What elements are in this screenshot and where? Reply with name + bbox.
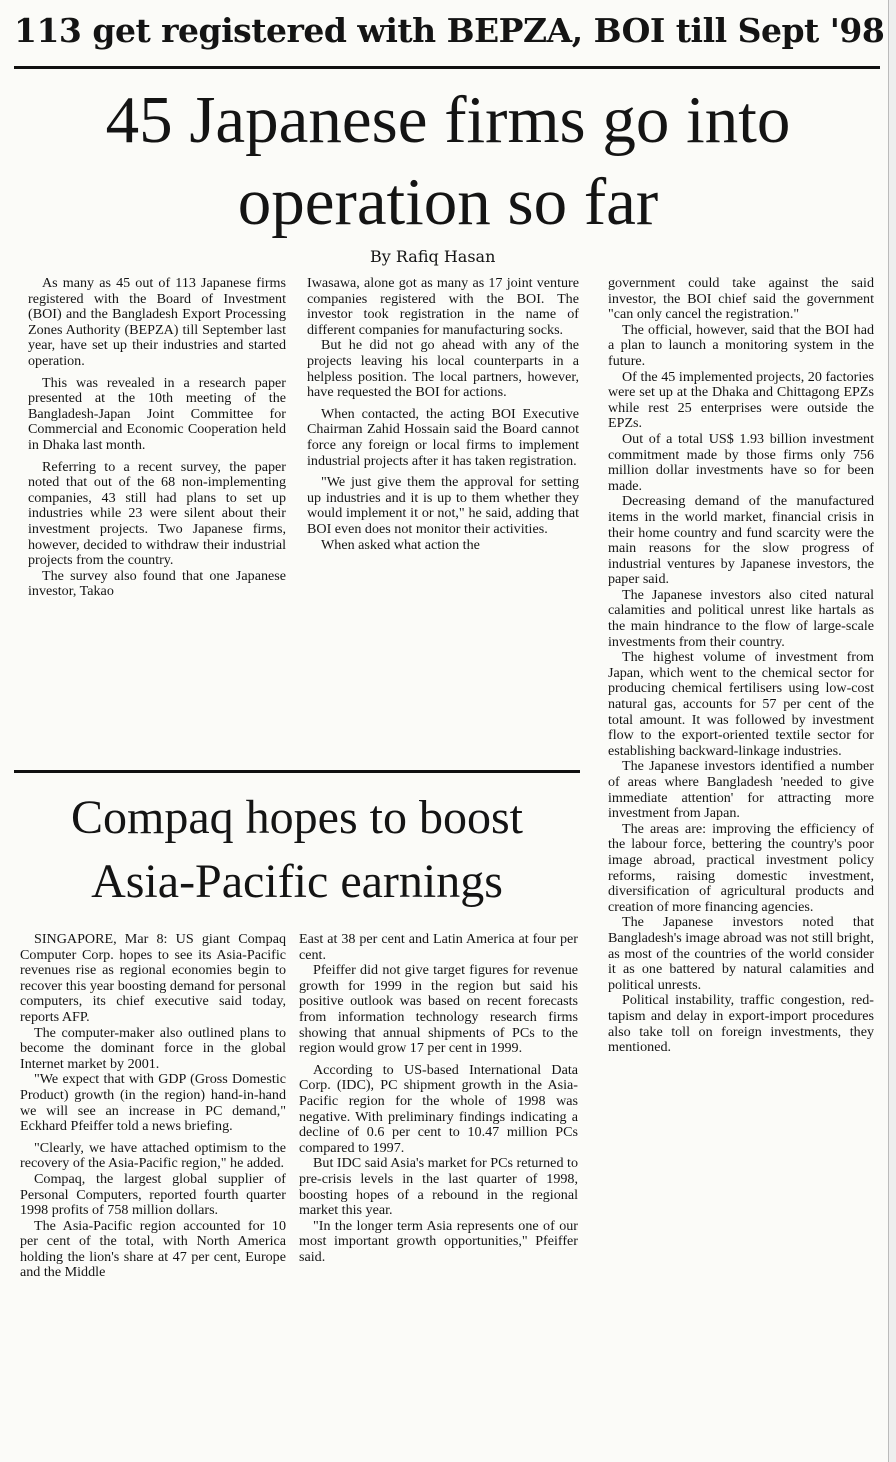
headline-line-1: 45 Japanese firms go into — [105, 83, 791, 157]
paragraph: "Clearly, we have attached optimism to the recovery of the Asia-Pacific region," he added. — [20, 1139, 286, 1172]
paragraph: Out of a total US$ 1.93 billion investment commitment made by those firms only 756 million dollar investments have so for been made. — [608, 430, 874, 494]
headline-line-2: operation so far — [237, 165, 659, 239]
paragraph: Referring to a recent survey, the paper noted that out of the 68 non-implementing companies, 43 still had plans to set up industries while 23 were silent about their investment projects. Two Japanese firms, however, decided to withdraw their industrial projects from the country. — [28, 458, 286, 569]
paragraph: Political instability, traffic congestion, red-tapism and delay in export-import procedures also take toll on foreign investments, they mentioned. — [608, 992, 874, 1056]
paragraph: When contacted, the acting BOI Executive Chairman Zahid Hossain said the Board cannot force any foreign or local firms to implement industrial projects after it has taken registration. — [307, 405, 579, 469]
kicker-headline: 113 get registered with BEPZA, BOI till Sept '98 — [14, 0, 880, 69]
paragraph: The official, however, said that the BOI had a plan to launch a monitoring system in the future. — [608, 321, 874, 369]
story1-column-3 — [608, 276, 874, 1456]
story2-column-2 — [299, 932, 578, 1452]
paragraph: According to US-based International Data Corp. (IDC), PC shipment growth in the Asia-Pacific region for the whole of 1998 was negative. With preliminary findings indicating a decline of 0.6 per cent to 10.47 million PCs compared to 1997. — [299, 1061, 578, 1156]
paragraph: The Japanese investors also cited natural calamities and political unrest like hartals as the main hindrance to the flow of large-scale investments from their country. — [608, 586, 874, 650]
paragraph: The highest volume of investment from Japan, which went to the chemical sector for producing chemical fertilisers using low-cost natural gas, accounts for 57 per cent of the total amount. It was followed by investment flow to the export-oriented textile sector for establishing backward-linkage industries. — [608, 649, 874, 759]
paragraph: The survey also found that one Japanese investor, Takao — [28, 567, 286, 600]
paragraph: The Japanese investors identified a number of areas where Bangladesh 'needed to give immediate attention' for attracting more investment from Japan. — [608, 758, 874, 822]
paragraph: When asked what action the — [321, 536, 480, 553]
section-divider — [14, 770, 580, 773]
paragraph: As many as 45 out of 113 Japanese firms registered with the Board of Investment (BOI) and the Bangladesh Export Processing Zones Authority (BEPZA) till September last year, have set up their industries and started operation. — [28, 276, 286, 369]
paragraph: "We just give them the approval for setting up industries and it is up to them whether they would implement it or not," he said, adding that BOI even does not monitor their activities. — [307, 474, 579, 537]
story1-column-2 — [307, 276, 579, 746]
paragraph: government could take against the said investor, the BOI chief said the government "can only cancel the registration." — [608, 276, 874, 323]
paragraph: The Japanese investors noted that Bangladesh's image abroad was not still bright, as most of the countries of the world consider it as one battered by natural calamities and political unrests. — [608, 914, 874, 993]
story1-column-1 — [28, 276, 286, 746]
byline: By Rafiq Hasan — [370, 247, 496, 266]
paragraph: This was revealed in a research paper presented at the 10th meeting of the Bangladesh-Japan Joint Committee for Commercial and Economic Cooperation held in Dhaka last month. — [28, 374, 286, 453]
adjacent-page-edge — [888, 0, 896, 1462]
paragraph: But he did not go ahead with any of the projects leaving his local counterparts in a helpless position. The local partners, however, have requested the BOI for actions. — [307, 337, 579, 401]
story2-headline-line-2: Asia-Pacific earnings — [91, 855, 503, 908]
paragraph: Decreasing demand of the manufactured items in the world market, financial crisis in their home country and fund scarcity were the main reasons for the slow progress of industrial ventures by Japanese investors, the paper said. — [608, 493, 874, 588]
paragraph: Compaq, the largest global supplier of Personal Computers, reported fourth quarter 1998 profits of 758 million dollars. — [20, 1170, 286, 1219]
story2-headline-line-1: Compaq hopes to boost — [71, 791, 523, 844]
paragraph: "In the longer term Asia represents one of our most important growth opportunities," Pfeiffer said. — [299, 1217, 578, 1265]
paragraph: The areas are: improving the efficiency of the labour force, bettering the country's poor image abroad, practical investment policy reforms, raising domestic investment, diversification of agricultural products and creation of more financing agencies. — [608, 820, 874, 915]
paragraph: Of the 45 implemented projects, 20 factories were set up at the Dhaka and Chittagong EPZs while rest 25 enterprises were outside the EPZs. — [608, 368, 874, 432]
paragraph: But IDC said Asia's market for PCs returned to pre-crisis levels in the last quarter of 1998, boosting hopes of a rebound in the regional market this year. — [299, 1155, 578, 1219]
paragraph: Pfeiffer did not give target figures for revenue growth for 1999 in the region but said his positive outlook was based on recent forecasts from information technology research firms showing that annual shipments of PCs to the region would grow 17 per cent in 1999. — [299, 962, 578, 1057]
story2-column-1 — [20, 932, 286, 1452]
paragraph: Iwasawa, alone got as many as 17 joint venture companies registered with the BOI. The investor took registration in the name of different companies for manufacturing socks. — [307, 276, 579, 338]
paragraph: "We expect that with GDP (Gross Domestic Product) growth (in the region) hand-in-hand we will see an increase in PC demand," Eckhard Pfeiffer told a news briefing. — [20, 1071, 286, 1135]
paragraph: East at 38 per cent and Latin America at four per cent. — [299, 932, 578, 963]
paragraph: The computer-maker also outlined plans to become the dominant force in the global Internet market by 2001. — [20, 1024, 286, 1072]
paragraph: SINGAPORE, Mar 8: US giant Compaq Computer Corp. hopes to see its Asia-Pacific revenues rise as regional economies begin to recover this year boosting demand for personal computers, its chief executive said today, reports AFP. — [20, 932, 286, 1025]
paragraph: The Asia-Pacific region accounted for 10 per cent of the total, with North America holding the lion's share at 47 per cent, Europe and the Middle — [20, 1217, 286, 1281]
